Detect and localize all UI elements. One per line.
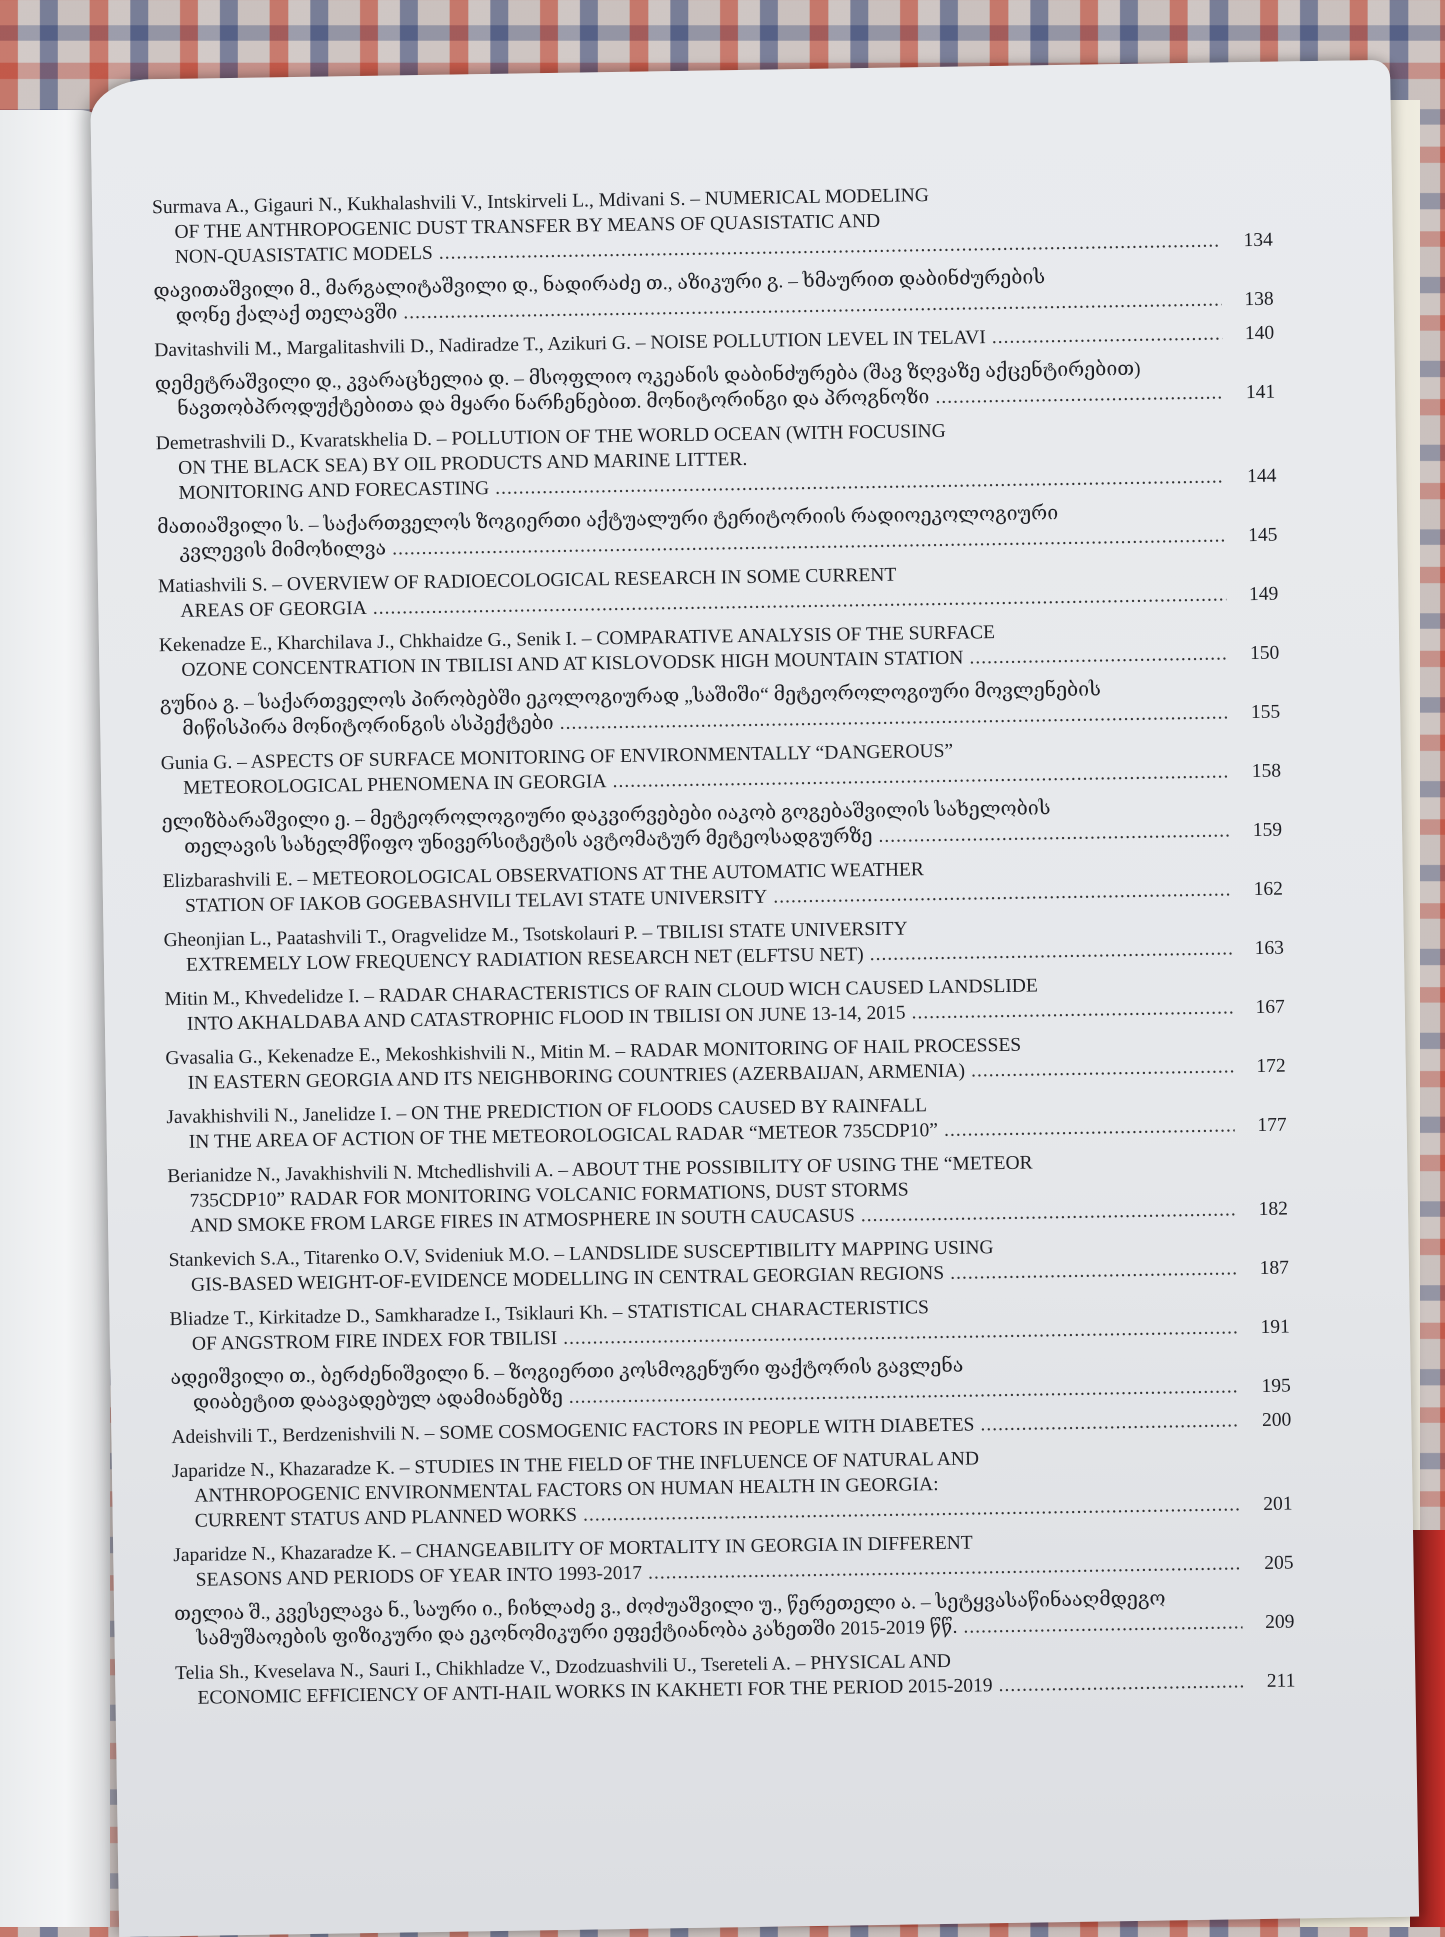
toc-entry-line: ON THE BLACK SEA) BY OIL PRODUCTS AND MARINE LITTER.: [178, 448, 748, 479]
dot-leader: [998, 1669, 1243, 1698]
toc-entry-line: EXTREMELY LOW FREQUENCY RADIATION RESEARCH NET (ELFTSU NET): [185, 944, 864, 976]
toc-entry-line: Berianidze N., Javakhishvili N. Mtchedlishvili A. – ABOUT THE POSSIBILITY OF USING THE “METEOR: [167, 1152, 1033, 1188]
dot-leader: [935, 380, 1223, 410]
toc-entry: [166, 1088, 1287, 1156]
page-number: 138: [1244, 288, 1274, 311]
toc-entry: [163, 911, 1284, 979]
toc-entry: [156, 414, 1277, 507]
page-number: 209: [1265, 1611, 1295, 1633]
page-number: 201: [1263, 1493, 1293, 1515]
toc-entry-line: სამუშაოების ფიზიკური და ეკონომიკური ეფექტიანობა კახეთში 2015-2019 წწ.: [196, 1616, 958, 1650]
dot-leader: [950, 1256, 1237, 1286]
toc-entry: [152, 178, 1273, 271]
toc-entry-line: Gunia G. – ASPECTS OF SURFACE MONITORING OF ENVIRONMENTALLY “DANGEROUS”: [160, 740, 954, 775]
toc-entry-line: დონე ქალაქ თელავში: [175, 302, 398, 327]
toc-entry-line: გუნია გ. – საქართველოს პირობებში ეკოლოგიურად „საშიში“ მეტეოროლოგიური მოვლენების: [159, 679, 1102, 716]
dot-leader: [992, 321, 1223, 350]
toc-entry: [169, 1290, 1290, 1358]
toc-entry-line: AREAS OF GEORGIA: [180, 597, 367, 622]
toc-entry-line: CURRENT STATUS AND PLANNED WORKS: [194, 1504, 578, 1532]
page-number: 140: [1244, 322, 1275, 345]
toc-entry-line: INTO AKHALDABA AND CATASTROPHIC FLOOD IN TBILISI ON JUNE 13-14, 2015: [186, 1002, 906, 1035]
toc-entry: [172, 1442, 1293, 1535]
page-number: 149: [1248, 583, 1279, 606]
toc-entry-line: თელია შ., კვესელავა ნ., საური ი., ჩიხლაძე ვ., ძოძუაშვილი უ., წერეთელი ა. – სეტყვასაწინააღმდეგო: [174, 1588, 1166, 1626]
page-number: 191: [1260, 1316, 1290, 1338]
toc-entry-line: ნავთობპროდუქტებითა და მყარი ნარჩენებით. მონიტორინგი და პროგნოზი: [177, 387, 930, 420]
toc-entry-line: METEOROLOGICAL PHENOMENA IN GEORGIA: [183, 771, 607, 799]
toc-entry: [168, 1231, 1289, 1299]
dot-leader: [963, 1610, 1242, 1639]
page-number: 167: [1255, 996, 1285, 1019]
toc-entry-line: Demetrashvili D., Kvaratskhelia D. – POLLUTION OF THE WORLD OCEAN (WITH FOCUSING: [155, 420, 946, 455]
toc-entry-line: Telia Sh., Kveselava N., Sauri I., Chikhladze V., Dzodzuashvili U., Tsereteli A. – PHYSICAL AND: [174, 1650, 952, 1685]
toc-entry-line: Gvasalia G., Kekenadze E., Mekoshkishvili N., Mitin M. – RADAR MONITORING OF HAIL PROCESSES: [165, 1034, 1022, 1070]
toc-entry-line: NON-QUASISTATIC MODELS: [174, 242, 433, 268]
toc-entry: [170, 1349, 1291, 1417]
toc-entry-line: მიწისპირა მონიტორინგის ასპექტები: [182, 713, 554, 740]
toc-entry-line: OZONE CONCENTRATION IN TBILISI AND AT KISLOVODSK HIGH MOUNTAIN STATION: [181, 647, 964, 681]
left-page-edge: [0, 110, 110, 1927]
toc-entry-line: OF ANGSTROM FIRE INDEX FOR TBILISI: [191, 1328, 558, 1355]
page-number: 159: [1252, 819, 1283, 842]
toc-entry-line: დიაბეტით დაავადებულ ადამიანებზე: [192, 1386, 564, 1414]
toc-entry-line: ECONOMIC EFFICIENCY OF ANTI-HAIL WORKS IN KAKHETI FOR THE PERIOD 2015-2019: [197, 1675, 993, 1709]
book-page: [90, 60, 1419, 1937]
toc-entry: [159, 616, 1280, 684]
page-number: 134: [1243, 229, 1273, 252]
toc-entry-line: Javakhishvili N., Janelidze I. – ON THE PREDICTION OF FLOODS CAUSED BY RAINFALL: [166, 1095, 928, 1129]
page-number: 162: [1253, 878, 1284, 901]
toc-entry-line: Adeishvili T., Berdzenishvili N. – SOME COSMOGENIC FACTORS IN PEOPLE WITH DIABETES: [171, 1414, 975, 1449]
dot-leader: [870, 936, 1233, 967]
toc-entry-line: Surmava A., Gigauri N., Kukhalashvili V., Intskirveli L., Mdivani S. – NUMERICAL MODELING: [151, 185, 930, 219]
toc-entry: [167, 1147, 1288, 1240]
page-number: 200: [1261, 1409, 1292, 1431]
toc-entry-line: MONITORING AND FORECASTING: [178, 477, 490, 504]
toc-entry: [174, 1584, 1295, 1652]
dot-leader: [980, 1408, 1239, 1437]
toc-entry: [161, 734, 1282, 802]
dot-leader: [944, 1113, 1235, 1143]
dot-leader: [971, 1054, 1234, 1083]
table-of-contents: [152, 178, 1296, 1720]
toc-entry-line: IN THE AREA OF ACTION OF THE METEOROLOGICAL RADAR “METEOR 735CDP10”: [188, 1120, 939, 1153]
page-number: 177: [1257, 1114, 1287, 1137]
toc-entry-line: ANTHROPOGENIC ENVIRONMENTAL FACTORS ON HUMAN HEALTH IN GEORGIA:: [194, 1474, 939, 1507]
page-number: 205: [1264, 1552, 1294, 1574]
toc-entry-line: Bliadze T., Kirkitadze D., Samkharadze I., Tsiklauri Kh. – STATISTICAL CHARACTERISTICS: [169, 1297, 930, 1331]
toc-entry-line: Kekenadze E., Kharchilava J., Chkhaidze G., Senik I. – COMPARATIVE ANALYSIS OF THE SURFACE: [158, 622, 996, 657]
page-number: 150: [1249, 642, 1280, 665]
toc-entry-line: Gheonjian L., Paatashvili T., Oragvelidze M., Tsotskolauri P. – TBILISI STATE UNIVERSITY: [163, 918, 908, 952]
page-number: 158: [1251, 760, 1282, 783]
toc-entry-line: Japaridze N., Khazaradze K. – CHANGEABILITY OF MORTALITY IN GEORGIA IN DIFFERENT: [173, 1532, 973, 1567]
page-number: 163: [1254, 937, 1285, 960]
toc-entry-line: თელავის სახელმწიფო უნივერსიტეტის ავტომატურ მეტეოსადგურზე: [183, 826, 873, 858]
toc-entry-line: მათიაშვილი ს. – საქართველოს ზოგიერთი აქტუალური ტერიტორიის რადიოეკოლოგიური: [156, 503, 1059, 539]
page-number: 211: [1266, 1670, 1296, 1692]
toc-entry: [155, 355, 1276, 423]
page-number: 172: [1256, 1055, 1286, 1078]
toc-entry-line: GIS-BASED WEIGHT-OF-EVIDENCE MODELLING IN CENTRAL GEORGIAN REGIONS: [190, 1262, 945, 1296]
toc-entry-line: Japaridze N., Khazaradze K. – STUDIES IN THE FIELD OF THE INFLUENCE OF NATURAL AND: [171, 1448, 980, 1483]
page-number: 145: [1247, 524, 1278, 547]
page-number: 141: [1245, 381, 1276, 404]
page-number: 155: [1250, 701, 1281, 724]
toc-entry-line: Davitashvili M., Margalitashvili D., Nadiradze T., Azikuri G. – NOISE POLLUTION LEVEL IN TELAVI: [154, 327, 986, 362]
toc-entry: [153, 262, 1274, 330]
dot-leader: [861, 1197, 1237, 1228]
toc-entry-line: ადეიშვილი თ., ბერძენიშვილი ნ. – ზოგიერთი კოსმოგენური ფაქტორის გავლენა: [170, 1355, 964, 1390]
toc-entry-line: SEASONS AND PERIODS OF YEAR INTO 1993-2017: [195, 1562, 643, 1591]
toc-entry: [158, 557, 1279, 625]
toc-entry: [165, 1029, 1286, 1097]
toc-entry-line: IN EASTERN GEORGIA AND ITS NEIGHBORING COUNTRIES (AZERBAIJAN, ARMENIA): [187, 1060, 966, 1094]
page-number: 144: [1247, 465, 1277, 488]
toc-entry-line: დემეტრაშვილი დ., კვარაცხელია დ. – მსოფლიო ოკეანის დაბინძურება (შავ ზღვაზე აქცენტირებით): [154, 358, 1141, 396]
toc-entry-line: STATION OF IAKOB GOGEBASHVILI TELAVI STATE UNIVERSITY: [184, 886, 768, 917]
toc-entry: [175, 1643, 1296, 1711]
toc-entry: [162, 793, 1283, 861]
toc-entry: [157, 498, 1278, 566]
dot-leader: [969, 641, 1227, 670]
toc-entry: [162, 852, 1283, 920]
toc-entry: [173, 1525, 1294, 1593]
toc-entry-line: Stankevich S.A., Titarenko O.V, Svideniuk M.O. – LANDSLIDE SUSCEPTIBILITY MAPPING USING: [168, 1237, 994, 1272]
toc-entry-line: Mitin M., Khvedelidze I. – RADAR CHARACTERISTICS OF RAIN CLOUD WICH CAUSED LANDSLIDE: [164, 975, 1038, 1011]
dot-leader: [911, 995, 1233, 1025]
toc-entry-line: 735CDP10” RADAR FOR MONITORING VOLCANIC FORMATIONS, DUST STORMS: [189, 1179, 909, 1212]
toc-entry: [160, 675, 1281, 743]
dot-leader: [878, 818, 1230, 849]
toc-entry-line: OF THE ANTHROPOGENIC DUST TRANSFER BY MEANS OF QUASISTATIC AND: [174, 210, 881, 243]
toc-entry-line: ელიზბარაშვილი ე. – მეტეოროლოგიური დაკვირვებები იაკობ გოგებაშვილის სახელობის: [161, 798, 1051, 834]
toc-entry-line: კვლევის მიმოხილვა: [179, 538, 387, 563]
page-number: 187: [1259, 1257, 1290, 1279]
toc-entry-line: Matiashvili S. – OVERVIEW OF RADIOECOLOGICAL RESEARCH IN SOME CURRENT: [157, 564, 897, 598]
page-number: 195: [1261, 1375, 1291, 1397]
toc-entry-line: AND SMOKE FROM LARGE FIRES IN ATMOSPHERE IN SOUTH CAUCASUS: [189, 1205, 855, 1237]
toc-entry-line: დავითაშვილი მ., მარგალიტაშვილი დ., ნადირაძე თ., აზიკური გ. – ხმაურით დაბინძურების: [153, 267, 1046, 303]
toc-entry-line: Elizbarashvili E. – METEOROLOGICAL OBSERVATIONS AT THE AUTOMATIC WEATHER: [162, 859, 925, 893]
toc-entry: [164, 970, 1285, 1038]
page-number: 182: [1258, 1198, 1289, 1220]
